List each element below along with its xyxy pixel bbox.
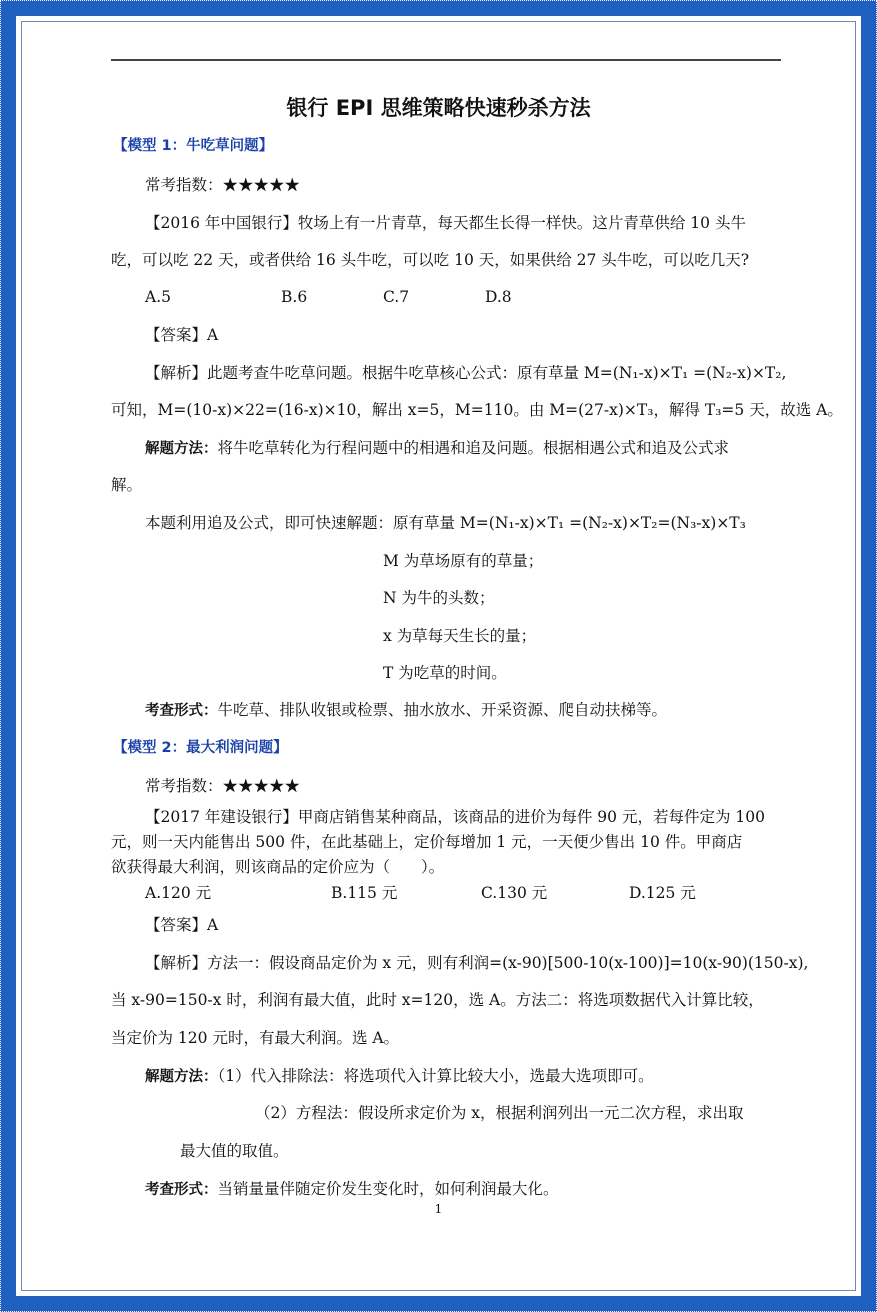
model2-option-b: B.115 元 xyxy=(331,884,398,902)
model1-option-d: D.8 xyxy=(485,288,512,306)
model1-method-line2: 解。 xyxy=(111,476,143,494)
model1-form-label: 考查形式： xyxy=(145,703,218,719)
model2-form-text: 当销量量伴随定价发生变化时，如何利润最大化。 xyxy=(217,1180,559,1198)
model2-frequency: 常考指数：★★★★★ xyxy=(145,777,301,795)
model1-heading: 【模型 1：牛吃草问题】 xyxy=(113,138,274,154)
model1-answer: 【答案】A xyxy=(145,326,219,344)
model1-analysis-line2: 可知，M=(10-x)×22=(16-x)×10，解出 x=5，M=110。由 M=(27-x)×T₃，解得 T₃=5 天，故选 A。 xyxy=(111,401,843,419)
page-title: 银行 EPI 思维策略快速秒杀方法 xyxy=(286,96,591,120)
model1-form-line xyxy=(145,700,667,721)
page-number: 1 xyxy=(434,1202,443,1216)
model2-method-line1 xyxy=(145,1066,654,1087)
model2-analysis-line1: 【解析】方法一：假设商品定价为 x 元，则有利润=(x-90)[500-10(x-100)]=10(x-90)(150-x), xyxy=(145,954,809,972)
model1-option-b: B.6 xyxy=(281,288,308,306)
model1-frequency: 常考指数：★★★★★ xyxy=(145,176,301,194)
model2-analysis-line3: 当定价为 120 元时，有最大利润。选 A。 xyxy=(111,1029,400,1047)
model1-def-x: x 为草每天生长的量； xyxy=(383,627,537,645)
model2-option-d: D.125 元 xyxy=(629,884,696,902)
model2-method-line2: （2）方程法：假设所求定价为 x，根据利润列出一元二次方程，求出取 xyxy=(255,1104,744,1122)
header-rule xyxy=(111,59,781,61)
model2-answer: 【答案】A xyxy=(145,916,219,934)
model2-question-line1: 【2017 年建设银行】甲商店销售某种商品，该商品的进价为每件 90 元，若每件定为 100 xyxy=(145,808,765,826)
model1-def-m: M 为草场原有的草量； xyxy=(383,552,544,570)
model2-form-line xyxy=(145,1179,559,1200)
model2-method-text: （1）代入排除法：将选项代入计算比较大小，选最大选项即可。 xyxy=(217,1067,654,1085)
model2-form-label: 考查形式： xyxy=(145,1182,218,1198)
model1-question-line2: 吃，可以吃 22 天，或者供给 16 头牛吃，可以吃 10 天，如果供给 27 头牛吃，可以吃几天? xyxy=(111,251,750,269)
model2-option-c: C.130 元 xyxy=(481,884,548,902)
model1-option-a: A.5 xyxy=(145,288,171,306)
model2-analysis-line2: 当 x-90=150-x 时，利润有最大值，此时 x=120，选 A。方法二：将选项数据代入计算比较， xyxy=(111,991,764,1009)
model1-form-text: 牛吃草、排队收银或检票、抽水放水、开采资源、爬自动扶梯等。 xyxy=(217,701,668,719)
model2-question-line2: 元，则一天内能售出 500 件，在此基础上，定价每增加 1 元，一天便少售出 10 件。甲商店 xyxy=(111,833,743,851)
model2-method-line3: 最大值的取值。 xyxy=(180,1142,289,1160)
inner-border xyxy=(21,21,856,1291)
model1-analysis-line1: 【解析】此题考查牛吃草问题。根据牛吃草核心公式：原有草量 M=(N₁-x)×T₁ =(N₂-x)×T₂, xyxy=(145,364,787,382)
model1-def-n: N 为牛的头数； xyxy=(383,589,495,607)
model1-def-t: T 为吃草的时间。 xyxy=(383,664,507,682)
model1-question-line1: 【2016 年中国银行】牧场上有一片青草，每天都生长得一样快。这片青草供给 10 头牛 xyxy=(145,214,746,232)
model1-formula: 本题利用追及公式，即可快速解题：原有草量 M=(N₁-x)×T₁ =(N₂-x)×T₂=(N₃-x)×T₃ xyxy=(145,514,746,532)
model1-method-text: 将牛吃草转化为行程问题中的相遇和追及问题。根据相遇公式和追及公式求 xyxy=(217,439,730,457)
model1-method-line1 xyxy=(145,438,729,459)
model1-option-c: C.7 xyxy=(383,288,410,306)
model2-method-label: 解题方法： xyxy=(145,1069,218,1085)
model2-question-line3: 欲获得最大利润，则该商品的定价应为（ ）。 xyxy=(111,858,445,876)
model2-heading: 【模型 2：最大利润问题】 xyxy=(113,740,288,756)
model2-option-a: A.120 元 xyxy=(145,884,212,902)
model1-method-label: 解题方法： xyxy=(145,441,218,457)
